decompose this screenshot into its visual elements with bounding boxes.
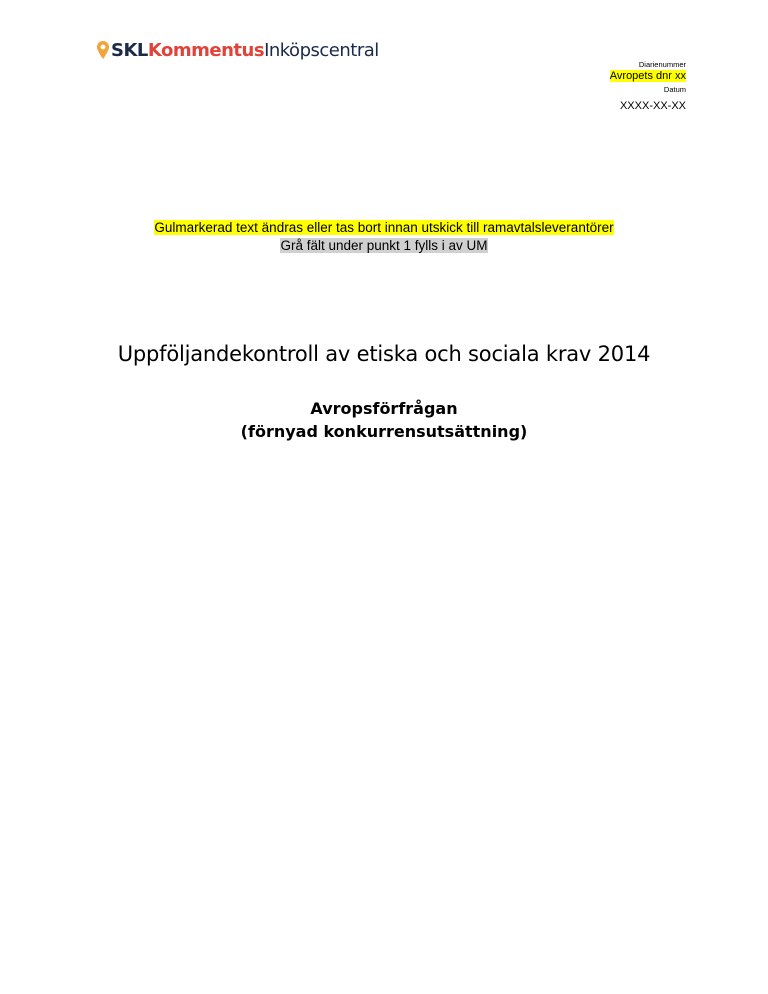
instruction-yellow-text: Gulmarkerad text ändras eller tas bort innan utskick till ramavtalsleverantörer — [154, 220, 614, 235]
logo-text-skl: SKL — [111, 39, 148, 61]
organization-logo — [96, 38, 379, 62]
instructions — [0, 219, 768, 255]
logo-text-inkopscentral: Inköpscentral — [264, 39, 379, 61]
location-pin-icon — [96, 40, 110, 60]
document-subtitle — [0, 397, 768, 443]
document-meta — [610, 60, 686, 113]
subtitle-line-2: (förnyad konkurrensutsättning) — [240, 422, 528, 441]
logo-text-kommentus: Kommentus — [147, 39, 265, 61]
datum-label: Datum — [663, 85, 686, 94]
subtitle-line-1: Avropsförfrågan — [310, 399, 458, 418]
datum-value: XXXX-XX-XX — [619, 100, 686, 112]
diarienummer-label: Diarienummer — [638, 60, 686, 69]
document-title: Uppföljandekontroll av etiska och sociala krav 2014 — [117, 342, 651, 366]
diarienummer-value: Avropets dnr xx — [609, 70, 686, 82]
instruction-gray-text: Grå fält under punkt 1 fylls i av UM — [280, 238, 488, 253]
